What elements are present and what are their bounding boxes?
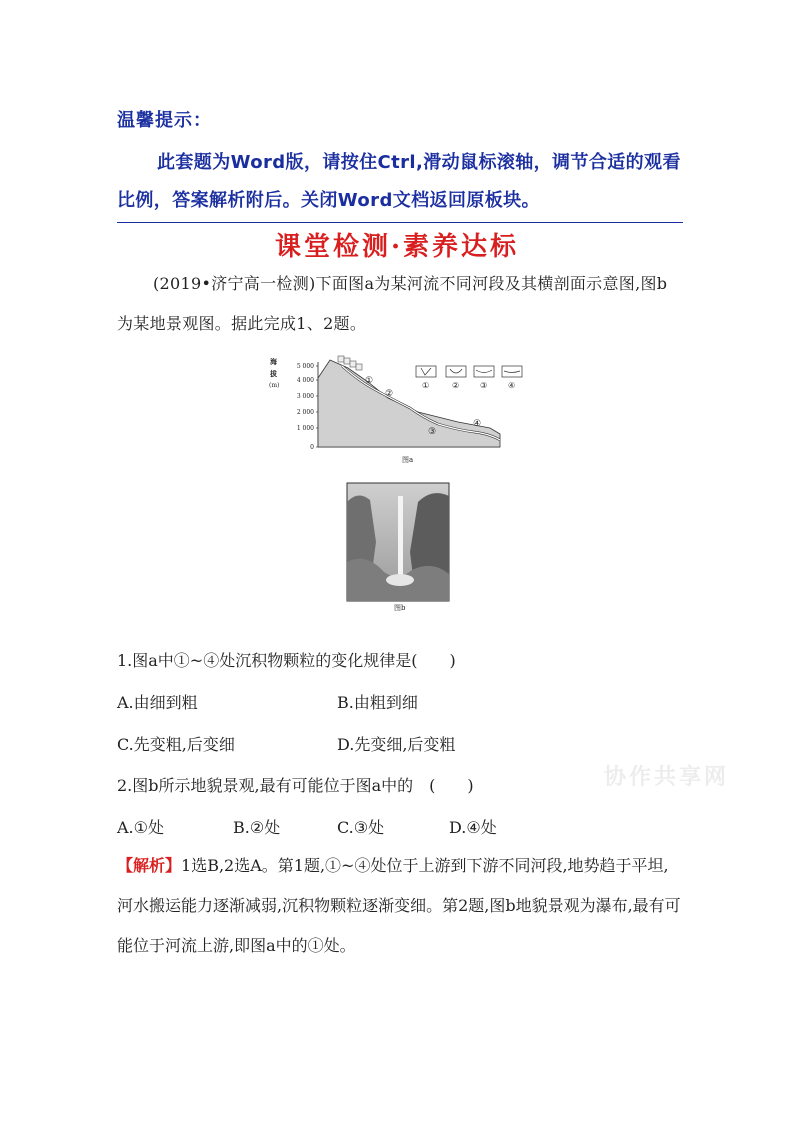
- q1-option-b: B.由粗到细: [337, 693, 418, 712]
- cross-sections: [416, 366, 522, 377]
- q2-option-a: A.①处: [117, 818, 164, 837]
- cross-label-1: ①: [422, 381, 430, 390]
- tip-body: 此套题为Word版，请按住Ctrl,滑动鼠标滚轴，调节合适的观看比例，答案解析附后。关闭Word文档返回原板块。: [117, 144, 683, 223]
- ytick-2: 3 000: [296, 393, 314, 400]
- q1-option-d: D.先变细,后变粗: [337, 735, 456, 754]
- ytick-4: 1 000: [296, 425, 314, 432]
- figure-b-caption: 图b: [394, 604, 406, 612]
- q2-option-c: C.③处: [337, 818, 385, 837]
- figure-a: [268, 350, 530, 468]
- marker-3: ③: [428, 427, 437, 437]
- figure-a-caption: 图a: [402, 456, 414, 464]
- waterfall: [398, 496, 403, 576]
- answer-tag: 【解析】: [117, 856, 182, 875]
- mountain-slope: [318, 360, 500, 447]
- figure-b: [346, 482, 450, 612]
- ytick-0: 5 000: [296, 363, 314, 370]
- cross-label-3: ③: [480, 381, 488, 390]
- q1-option-a: A.由细到粗: [117, 693, 198, 712]
- q2-option-b: B.②处: [233, 818, 281, 837]
- q1-option-c: C.先变粗,后变细: [117, 735, 235, 754]
- figure-a-ylabel-1: 海: [270, 357, 277, 366]
- marker-4: ④: [473, 419, 482, 429]
- question-2: 2.图b所示地貌景观,最有可能位于图a中的 ( ): [117, 776, 474, 795]
- answer-text: 1选B,2选A。第1题,①~④处位于上游到下游不同河段,地势趋于平坦,河水搬运能力逐渐减弱,沉积物颗粒逐渐变细。第2题,图b地貌景观为瀑布,最有可能位于河流上游,即图a中的①处。: [117, 856, 681, 955]
- figure-a-ylabel-2: 拔: [270, 369, 277, 378]
- ytick-3: 2 000: [296, 409, 314, 416]
- marker-1: ①: [365, 376, 374, 386]
- question-1: 1.图a中①~④处沉积物颗粒的变化规律是( ): [117, 651, 456, 670]
- answer-analysis: [117, 846, 683, 966]
- tip-title: 温馨提示：: [117, 110, 212, 131]
- q2-option-d: D.④处: [449, 818, 497, 837]
- ytick-1: 4 000: [296, 377, 314, 384]
- marker-2: ②: [385, 389, 394, 399]
- watermark: 协作共享网: [604, 764, 730, 790]
- ytick-5: 0: [310, 444, 314, 451]
- cross-label-4: ④: [508, 381, 516, 390]
- intro-paragraph: (2019•济宁高一检测)下面图a为某河流不同河段及其横剖面示意图,图b为某地景观图。据此完成1、2题。: [117, 274, 668, 333]
- section-title: 课堂检测·素养达标: [274, 232, 520, 262]
- figure-a-ylabel-3: (m): [269, 382, 280, 389]
- cross-label-2: ②: [452, 381, 460, 390]
